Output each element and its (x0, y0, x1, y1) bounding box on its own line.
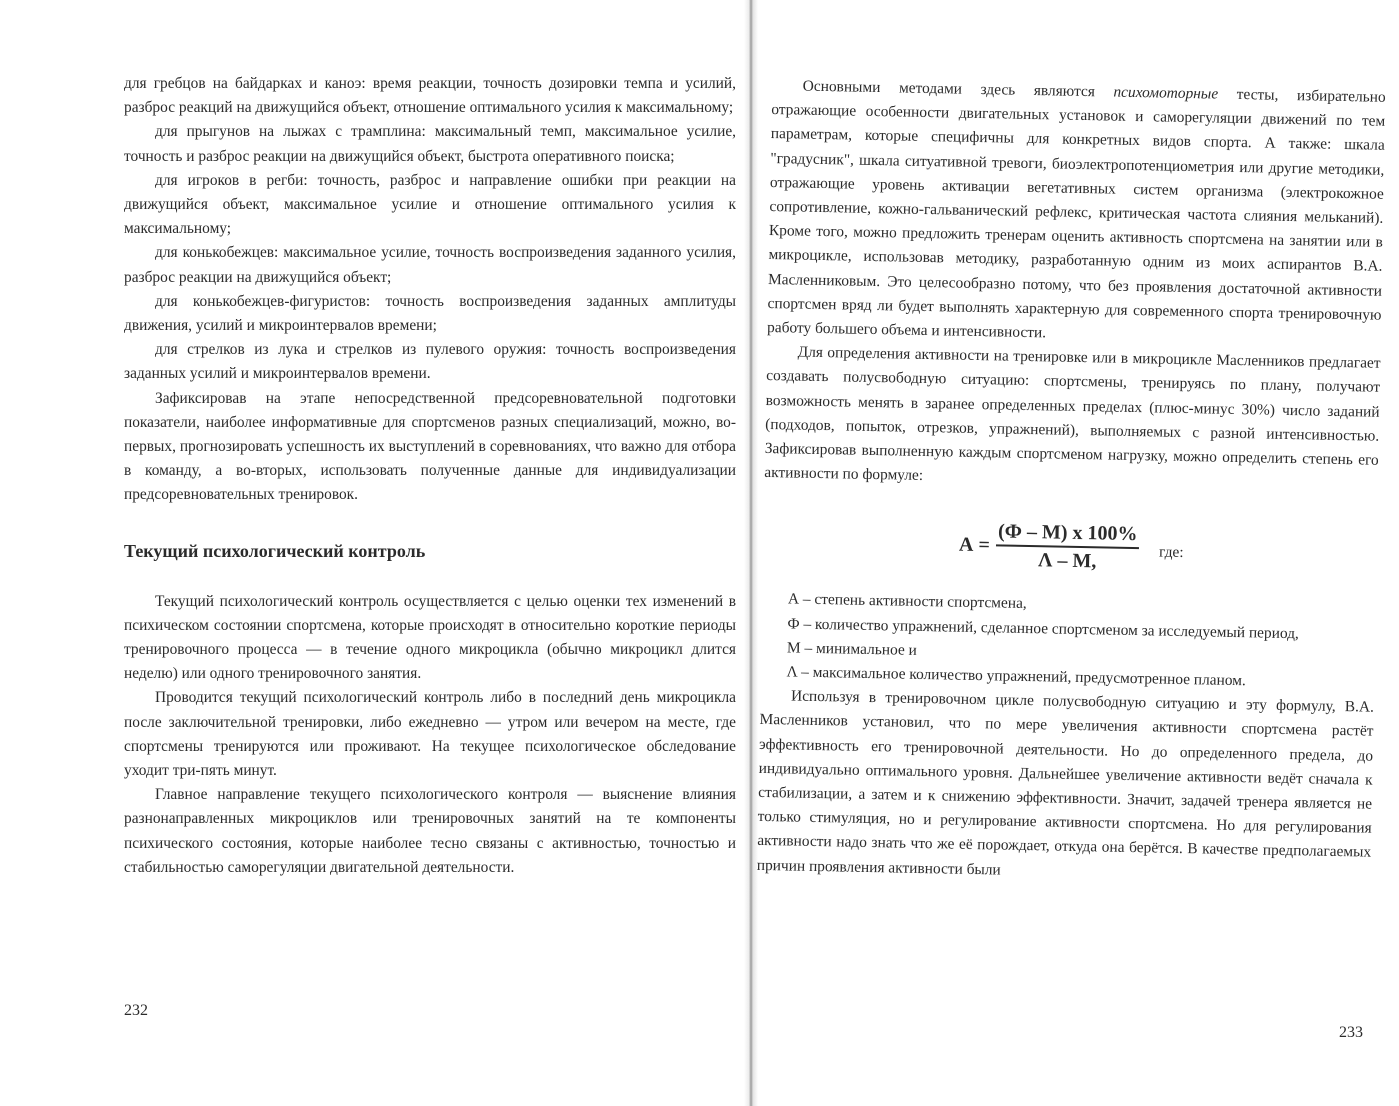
formula-where: где: (1158, 543, 1184, 562)
definition-item: Λ – максимальное количество упражнений, предусмотренное планом. (786, 663, 1246, 690)
paragraph: Для определения активности на тренировке или в микроцикле Масленников предлагает создавать полусвободную ситуацию: спортсмены, тренируясь по плану, получают возможность менять в заранее определенных пределах (плюс-минус 30%) число заданий (подходов, попыток, отрезков, упражнений), выполняемых с разной интенсивностью. Зафиксировав выполненную каждым спортсменом нагрузку, можно определить степень его активности по формуле: (764, 343, 1381, 485)
paragraph: для конькобежцев-фигуристов: точность воспроизведения заданных амплитуды движения, усилий и микроинтервалов времени; (124, 292, 736, 335)
intro-text-continued: тесты, избирательно отражающие особенности двигательных установок и саморегуляции движений по тем параметрам, которые специфичны для конкретных видов спорта. А также: шкала "градусник", шкала ситуативной тревоги, биоэлектропотенциометрия или другие методики, отражающие уровень активации вегетативных систем организма (электрокожное сопротивление, кожно-гальванический рефлекс, критическая частота слияния мельканий). Кроме того, можно предложить тренерам оценить активность спортсмена на занятии или в микроцикле, использовав методику, разработанную одним из моих аспирантов В.А. Масленниковым. Это целесообразно потому, что без проявления достаточной активности спортсмен вряд ли будет выполнять характерную для современного спорта тренировочную работу большего объема и интенсивности. (766, 85, 1386, 342)
paragraph: Текущий психологический контроль осуществляется с целью оценки тех изменений в психическом состоянии спортсмена, которые происходят в относительно короткие периоды тренировочного процесса — в течение одного микроцикла (обычно микроцикл длится неделю) или одного тренировочного занятия. (124, 592, 736, 683)
paragraph: Используя в тренировочном цикле полусвободную ситуацию и эту формулу, В.А. Масленников установил, что по мере увеличения активности спортсмена растёт эффективность его тренировочной деятельности. Но до определенного предела, до индивидуально оптимального уровня. Дальнейшее увеличение активности ведёт сначала к стабилизации, а затем и к снижению эффективности. Значит, задачей тренера является не только стимуляция, но и регулирование активности спортсмена. Но для регулирования активности надо знать что же её порождает, откуда она берётся. В качестве предполагаемых причин проявления активности были (756, 687, 1375, 879)
definition-item: Ф – количество упражнений, сделанное спортсменом за исследуемый период, (787, 615, 1300, 642)
paragraph: для игроков в регби: точность, разброс и направление ошибки при реакции на движущийся объект, максимальное усилие и отношение оптимального усилия к максимальному; (124, 171, 736, 238)
paragraph: для гребцов на байдарках и каноэ: время реакции, точность дозировки темпа и усилий, разброс реакций на движущийся объект, отношение оптимального усилия к максимальному; (124, 75, 736, 117)
page-number-left: 232 (124, 1002, 148, 1019)
formula-expression (958, 519, 1184, 575)
formula-numerator: (Ф – М) х 100% (996, 520, 1140, 550)
paragraph: для стрелков из лука и стрелков из пулевого оружия: точность воспроизведения заданных усилий и микроинтервалов времени. (124, 341, 736, 383)
paragraph: для прыгунов на лыжах с трамплина: максимальный темп, максимальное усилие, точность и разброс реакции на движущийся объект, быстрота оперативного поиска; (124, 123, 736, 165)
intro-emphasis: психомоторные (1113, 83, 1219, 103)
section-heading: Текущий психологический контроль (124, 540, 426, 561)
paragraph: Зафиксировав на этапе непосредственной предсоревновательной подготовки показатели, наиболее информативные для спортсменов разных специализаций, можно, во-первых, прогнозировать успешность их выступлений в соревнованиях, что важно для отбора в команду, а во-вторых, использовать полученные данные для индивидуализации предсоревновательных тренировок. (124, 389, 736, 504)
paragraph: Главное направление текущего психологического контроля — выяснение влияния разнонаправленных микроциклов или тренировочных занятий на те компоненты психического состояния, которые наиболее тесно связаны с активностью, точностью и стабильностью саморегуляции двигательной деятельности. (124, 786, 736, 876)
right-page-text (757, 74, 1386, 890)
left-page-text (124, 72, 736, 880)
formula-lhs: А = (958, 533, 991, 557)
formula-denominator: Λ – М, (1037, 549, 1097, 573)
paragraph: Проводится текущий психологический контроль либо в последний день микроцикла после заключительной тренировки, либо ежедневно — утром или вечером на месте, где спортсмены тренируются или проживают. На текущее психологическое обследование уходит три-пять минут. (124, 689, 736, 780)
paragraph: для конькобежцев: максимальное усилие, точность воспроизведения заданного усилия, разброс реакции на движущийся объект; (124, 244, 736, 286)
book-gutter (744, 0, 758, 1106)
paragraph (767, 74, 1386, 352)
intro-text: Основными методами здесь являются (802, 77, 1114, 101)
page-number-right: 233 (1339, 1024, 1363, 1041)
activity-formula (762, 507, 1377, 581)
formula-definitions (760, 587, 1376, 696)
definition-item: А – степень активности спортсмена, (787, 590, 1027, 613)
definition-item: М – минимальное и (786, 639, 917, 659)
formula-fraction (995, 520, 1139, 575)
right-page (758, 0, 1399, 1106)
